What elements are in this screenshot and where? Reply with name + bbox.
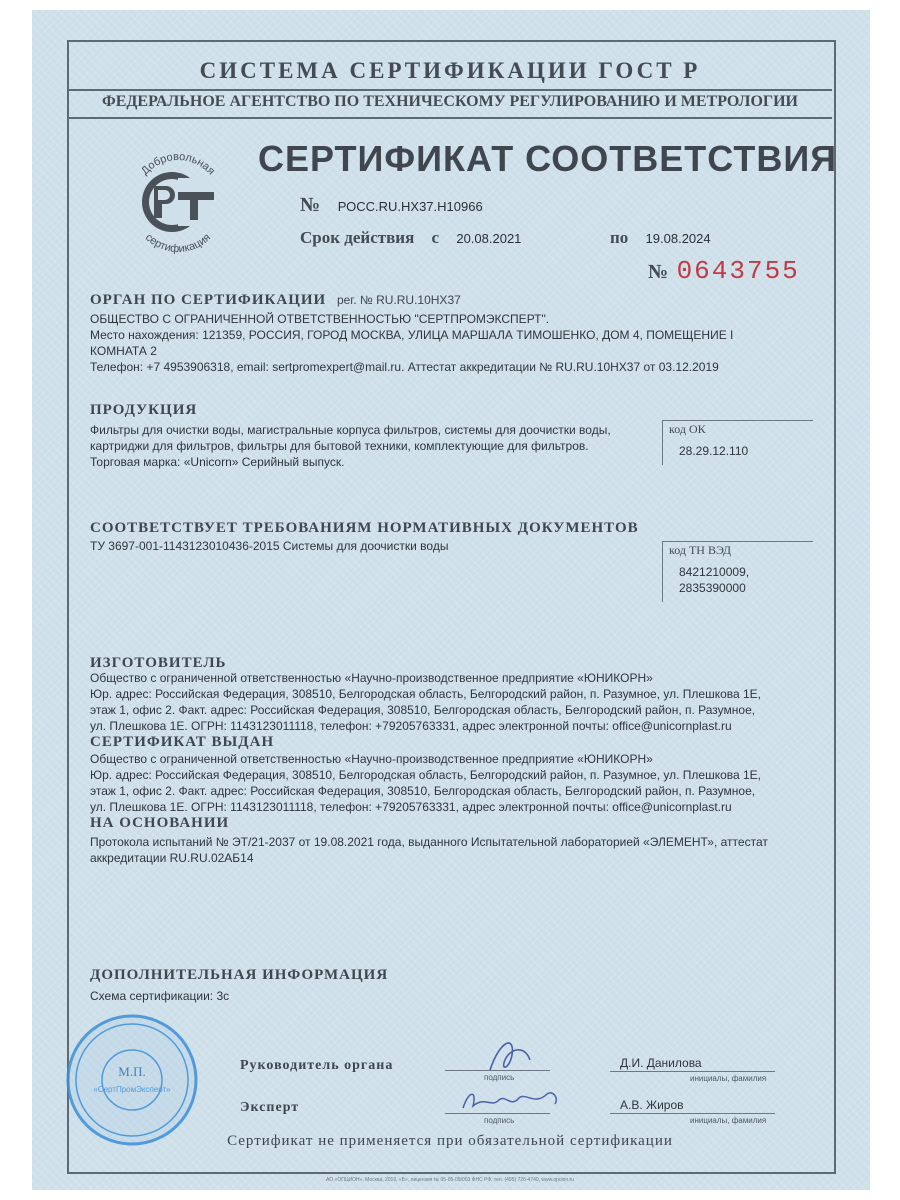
svg-text:сертификация	[143, 231, 213, 255]
compliance-text: ТУ 3697-001-1143123010436-2015 Системы для доочистки воды	[90, 539, 449, 553]
issued-to-heading: СЕРТИФИКАТ ВЫДАН	[90, 734, 275, 750]
stamp-mark: М.П.	[118, 1064, 146, 1079]
official-stamp-icon	[62, 1010, 202, 1150]
head-name: Д.И. Данилова	[620, 1056, 702, 1070]
product-heading: ПРОДУКЦИЯ	[90, 402, 198, 418]
basis-heading: НА ОСНОВАНИИ	[90, 815, 230, 831]
validity-to-label: по	[610, 228, 629, 247]
stamp-text: «СертПромЭксперт»	[93, 1085, 171, 1094]
certification-body-heading: ОРГАН ПО СЕРТИФИКАЦИИ рег. № RU.RU.10НХ37	[90, 292, 461, 308]
expert-sign-caption: подпись	[484, 1116, 515, 1125]
product-text: Фильтры для очистки воды, магистральные корпуса фильтров, системы для доочистки воды, картриджи для фильтров, фильтры для бытовой техники, комплектующие для фильтров. Торговая марка: «Unicorn» Серийный выпуск.	[90, 423, 611, 469]
validity-to	[610, 228, 711, 248]
serial-number: 0643755	[676, 256, 800, 286]
certificate-title: СЕРТИФИКАТ СООТВЕТСТВИЯ	[258, 138, 838, 179]
tnved-code-box	[662, 541, 813, 602]
head-of-body-label: Руководитель органа	[240, 1058, 394, 1073]
ok-code-label: код ОК	[669, 422, 706, 436]
certificate-number-row	[300, 194, 483, 217]
ok-code-value: 28.29.12.110	[679, 444, 749, 458]
valid-to: 19.08.2024	[645, 231, 711, 246]
manufacturer-heading: ИЗГОТОВИТЕЛЬ	[90, 655, 227, 671]
expert-signature-line	[445, 1113, 550, 1114]
manufacturer-text: Общество с ограниченной ответственностью «Научно-производственное предприятие «ЮНИКОРН» Юр. адрес: Российская Федерация, 308510, Белгородская область, Белгородский район, п. Разумное, ул. Плешкова 1Е, этаж 1, офис 2. Факт. адрес: Российская Федерация, 308510, Белгородская область, Белгородский район, п. Разумное, ул. Плешкова 1Е. ОГРН: 1143123011118, телефон: +79205763331, адрес электронной почты: office@unicornplast.ru	[90, 671, 762, 733]
compliance-heading: СООТВЕТСТВУЕТ ТРЕБОВАНИЯМ НОРМАТИВНЫХ ДОКУМЕНТОВ	[90, 520, 639, 536]
header-rule	[67, 89, 832, 91]
additional-info-heading: ДОПОЛНИТЕЛЬНАЯ ИНФОРМАЦИЯ	[90, 967, 389, 983]
printer-imprint: АО «ОПЦИОН», Москва, 2019, «Б», лицензия № 05-05-09/003 ФНС РФ, тел. (495) 726-4740, www.opcion.ru	[326, 1177, 574, 1183]
footer-note: Сертификат не применяется при обязательной сертификации	[227, 1133, 673, 1149]
gost-r-logo-icon	[118, 140, 238, 260]
expert-name: А.В. Жиров	[620, 1098, 684, 1112]
basis-text: Протокола испытаний № ЭТ/21-2037 от 19.08.2021 года, выданного Испытательной лабораторией «ЭЛЕМЕНТ», аттестат аккредитации RU.RU.02АБ14	[90, 835, 768, 865]
tnved-code-values: 8421210009, 2835390000	[679, 565, 750, 595]
logo-text-bottom: сертификация	[142, 231, 214, 256]
certificate-number: РОСС.RU.НХ37.Н10966	[337, 199, 483, 214]
validity-row	[300, 228, 521, 248]
ok-code-box	[662, 420, 813, 465]
expert-label: Эксперт	[240, 1100, 300, 1115]
head-name-caption: инициалы, фамилия	[690, 1074, 767, 1083]
blank-serial	[648, 256, 800, 286]
header-rule-bottom	[67, 117, 832, 119]
head-signature-line	[445, 1070, 550, 1071]
system-title: СИСТЕМА СЕРТИФИКАЦИИ ГОСТ Р	[199, 58, 701, 83]
issued-to-text: Общество с ограниченной ответственностью «Научно-производственное предприятие «ЮНИКОРН» Юр. адрес: Российская Федерация, 308510, Белгородская область, Белгородский район, п. Разумное, ул. Плешкова 1Е, этаж 1, офис 2. Факт. адрес: Российская Федерация, 308510, Белгородская область, Белгородский район, п. Разумное, ул. Плешкова 1Е. ОГРН: 1143123011118, телефон: +79205763331, адрес электронной почты: office@unicornplast.ru	[90, 752, 762, 814]
valid-from: 20.08.2021	[456, 231, 522, 246]
validity-label: Срок действия	[300, 228, 415, 247]
certification-scheme: Схема сертификации: 3с	[90, 989, 230, 1003]
head-sign-caption: подпись	[484, 1073, 515, 1082]
serial-label: №	[648, 261, 669, 283]
validity-from-label: с	[431, 228, 440, 247]
tnved-code-label: код ТН ВЭД	[669, 543, 732, 557]
expert-name-caption: инициалы, фамилия	[690, 1116, 767, 1125]
head-name-line	[610, 1071, 775, 1072]
certification-body-reg: рег. № RU.RU.10НХ37	[336, 293, 461, 307]
certification-body-text: ОБЩЕСТВО С ОГРАНИЧЕННОЙ ОТВЕТСТВЕННОСТЬЮ "СЕРТПРОМЭКСПЕРТ". Место нахождения: 121359, РОССИЯ, ГОРОД МОСКВА, УЛИЦА МАРШАЛА ТИМОШЕНКО, ДОМ 4, ПОМЕЩЕНИЕ I КОМНАТА 2 Телефон: +7 4953906318, email: sertpromexpert@mail.ru. Аттестат аккредитации № RU.RU.10НХ37 от 03.12.2019	[90, 312, 734, 374]
agency-title: ФЕДЕРАЛЬНОЕ АГЕНТСТВО ПО ТЕХНИЧЕСКОМУ РЕГУЛИРОВАНИЮ И МЕТРОЛОГИИ	[102, 93, 798, 110]
number-label: №	[300, 194, 321, 216]
logo-text-top: Добровольная	[138, 150, 218, 178]
expert-name-line	[610, 1113, 775, 1114]
